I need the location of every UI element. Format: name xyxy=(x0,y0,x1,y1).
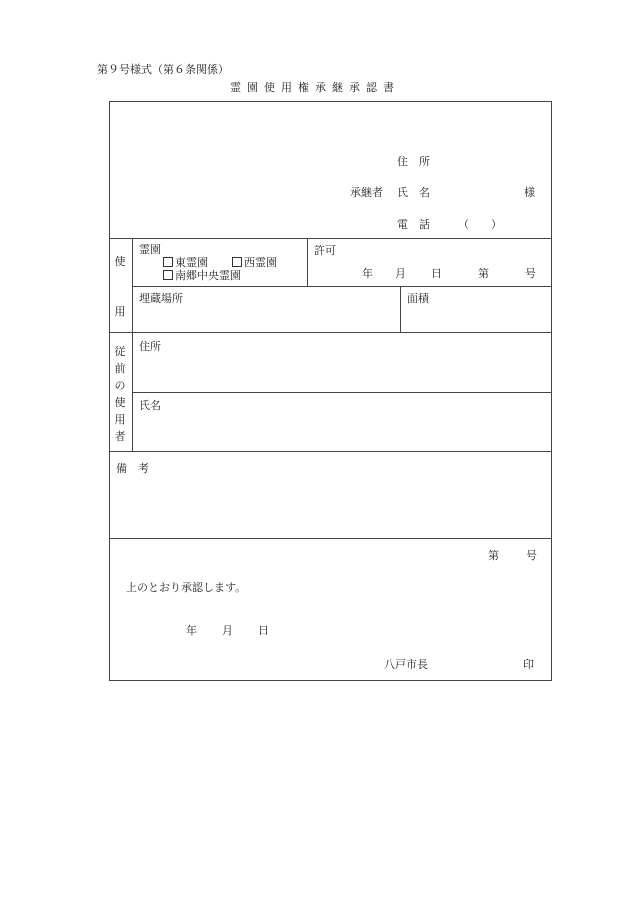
divider xyxy=(109,238,552,239)
cemetery-label: 霊園 xyxy=(139,243,161,256)
option-label: 西霊園 xyxy=(244,256,277,269)
previous-user-label-2: 前 xyxy=(114,362,126,375)
approval-statement: 上のとおり承認します。 xyxy=(126,581,247,594)
seal-mark: 印 xyxy=(523,658,534,671)
form-number: 第９号様式（第６条関係） xyxy=(97,63,229,76)
usage-label-top: 使 xyxy=(114,255,126,268)
permit-no-suffix: 号 xyxy=(525,267,536,280)
burial-place-label: 埋蔵場所 xyxy=(139,292,183,305)
approval-day: 日 xyxy=(258,624,269,637)
approval-year: 年 xyxy=(186,624,197,637)
cemetery-option-nango[interactable] xyxy=(163,270,241,281)
honorific: 様 xyxy=(524,186,535,199)
remarks-label: 備 考 xyxy=(116,462,149,475)
divider xyxy=(307,238,308,286)
previous-user-label-4: 使 xyxy=(114,396,126,409)
permit-no-prefix: 第 xyxy=(478,267,489,280)
area-label: 面積 xyxy=(407,292,429,305)
form-title: 霊園使用権承継承認書 xyxy=(230,81,400,94)
permit-day: 日 xyxy=(431,267,442,280)
approval-number-suffix: 号 xyxy=(526,549,537,562)
checkbox[interactable] xyxy=(163,270,173,280)
cemetery-option-west[interactable] xyxy=(232,257,277,268)
checkbox[interactable] xyxy=(163,257,173,267)
permit-label: 許可 xyxy=(314,244,336,257)
phone-paren: （ ） xyxy=(458,218,502,231)
previous-user-label-6: 者 xyxy=(114,430,126,443)
approval-month: 月 xyxy=(222,624,233,637)
permit-month: 月 xyxy=(395,267,406,280)
permit-year: 年 xyxy=(362,267,373,280)
usage-label-bottom: 用 xyxy=(114,305,126,318)
previous-name-label: 氏名 xyxy=(139,399,161,412)
divider xyxy=(400,286,401,332)
previous-address-label: 住所 xyxy=(139,340,161,353)
divider xyxy=(109,332,552,333)
previous-user-label-5: 用 xyxy=(114,413,126,426)
divider xyxy=(132,238,133,451)
divider xyxy=(132,286,552,287)
divider xyxy=(132,392,552,393)
previous-user-label-3: の xyxy=(114,379,126,392)
checkbox[interactable] xyxy=(232,257,242,267)
previous-user-label-1: 従 xyxy=(114,345,126,358)
divider xyxy=(109,538,552,539)
approval-number-prefix: 第 xyxy=(488,549,499,562)
cemetery-option-east[interactable] xyxy=(163,257,208,268)
phone-label: 電 話 xyxy=(397,218,430,231)
mayor-label: 八戸市長 xyxy=(384,658,428,671)
form-frame xyxy=(109,101,552,681)
divider xyxy=(109,451,552,452)
name-label: 氏 名 xyxy=(397,186,430,199)
successor-label: 承継者 xyxy=(350,186,383,199)
option-label: 南郷中央霊園 xyxy=(175,269,241,282)
address-label: 住 所 xyxy=(397,155,430,168)
option-label: 東霊園 xyxy=(175,256,208,269)
